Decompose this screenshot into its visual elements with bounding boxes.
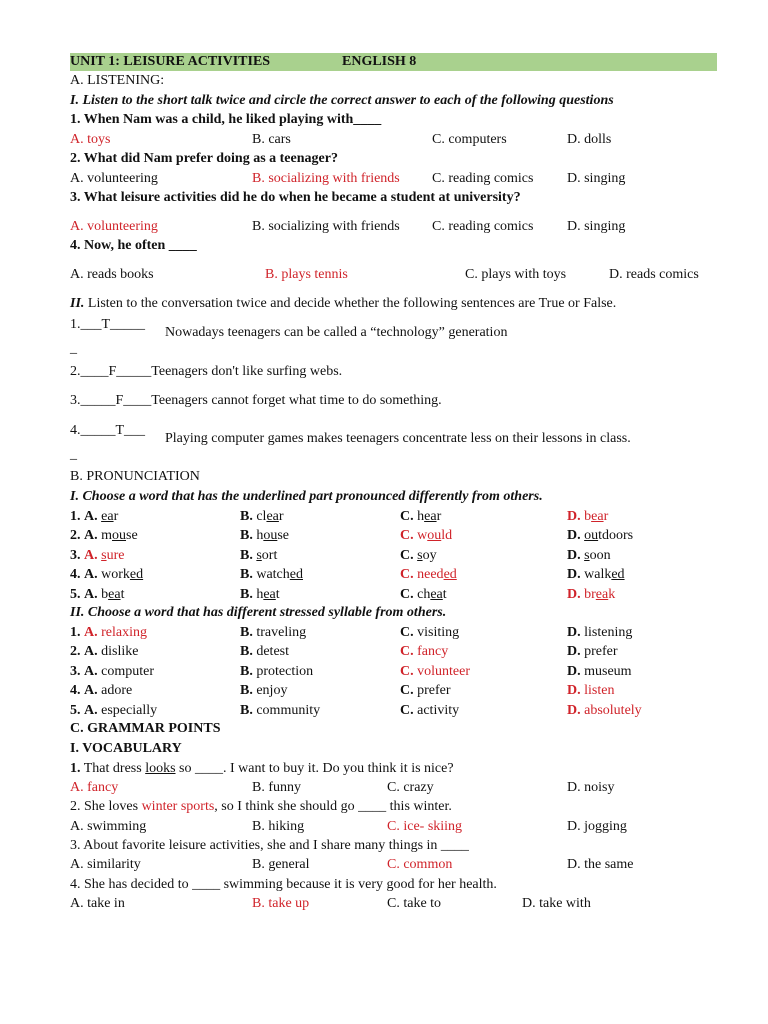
option-b: B. plays tennis [265, 267, 348, 282]
word: sure [101, 548, 125, 563]
word: soon [584, 548, 611, 563]
worksheet-page: UNIT 1: LEISURE ACTIVITIES ENGLISH 8 A. LISTENING: I. Listen to the short talk twice and circle the correct answer to each of the following questions 1. When Nam was a child, he liked playing with____ A. toys B. cars C. computers D. dolls 2. What did Nam prefer doing as a teenager? A. volunteering B. socializing with friends C. reading comics D. singing 3. What leisure activities did he do when he became a student at university? A. volunteering B. socializing with friends C. reading comics D. singing 4. Now, he often ____ A. reads books B. plays tennis C. plays with toys D. reads comics II. Listen to the conversation twice and decide whether the following sentences are True or False. 1.___T_____ Nowadays teenagers can be called a “technology” generation _ 2.____F_____Teenagers don't like surfing webs. 3._____F____Teenagers cannot forget what time to do something. 4._____T___ Playing computer games makes teenagers concentrate less on their lessons in class. _ B. PRONUNCIATION I. Choose a word that has the underlined part pronounced differently from others. 1. A. ear B. clear C. hear D. bear 2. A. mouse B. house C. would D. outdoors 3. A. sure B. sort C. soy D. soon 4. A. worked B. watched C. needed D. walked 5. A. beat B. heat C. cheat D. break II. Choose a word that has different stressed syllable from others. 1. A. relaxing B. traveling C. visiting D. listening 2. A. dislike B. detest C. fancy D. prefer 3. A. computer B. protection C. volunteer D. museum 4. A. adore B. enjoy C. prefer D. listen 5. A. especially B. community C. activity D. absolutely C. GRAMMAR POINTS I. VOCABULARY 1. That dress looks so ____. I want to buy it. Do you think it is nice? A. fancy B. funny C. crazy D. noisy 2. She loves winter sports, so I think she should go ____ this winter. A. swimming B. hiking C. ice- skiing D. jogging 3. About favorite leisure activities, she and I share many things in ____ A. similarity B. general C. common D. the same 4. She has decided to ____ swimming because it is very good for her health. A. take in B. take up C. take to D. take with [0, 0, 768, 1024]
word: sort [256, 548, 278, 563]
option-d: D. noisy [567, 780, 615, 795]
option-d: D. singing [567, 171, 626, 186]
option-c: C. take to [387, 896, 442, 911]
statement-3: 3._____F____Teenagers cannot forget what time to do something. [70, 393, 442, 408]
word: watched [256, 567, 303, 582]
listening-heading: A. LISTENING: [70, 73, 165, 88]
option-a: A. fancy [70, 780, 119, 795]
vocab-question-2: 2. She loves winter sports, so I think she should go ____ this winter. [70, 799, 452, 814]
option-c: C. ice- skiing [387, 819, 463, 834]
word: walked [584, 567, 625, 582]
option-b: B. general [252, 857, 310, 872]
option-d: D. reads comics [609, 267, 699, 282]
question-2: 2. What did Nam prefer doing as a teenager? [70, 151, 338, 166]
pronunciation-part1-heading: I. Choose a word that has the underlined part pronounced differently from others. [70, 489, 543, 504]
word: bear [584, 509, 609, 524]
word: beat [101, 587, 125, 602]
word: worked [101, 567, 144, 582]
option-d: D. jogging [567, 819, 627, 834]
option-a: A. volunteering [70, 171, 158, 186]
statement-1-text: Nowadays teenagers can be called a “technology” generation [165, 325, 508, 340]
option-c: C. common [387, 857, 453, 872]
unit-header-bar [70, 53, 717, 71]
question-4: 4. Now, he often ____ [70, 238, 197, 253]
word: mouse [101, 528, 138, 543]
unit-title: UNIT 1: LEISURE ACTIVITIES [70, 54, 271, 69]
option-c: C. reading comics [432, 171, 534, 186]
pronunciation-heading: B. PRONUNCIATION [70, 469, 200, 484]
word: hear [417, 509, 442, 524]
word: house [256, 528, 290, 543]
pronunciation-part2-heading: II. Choose a word that has different stressed syllable from others. [70, 605, 447, 620]
statement-1-number: 1.___T_____ [70, 317, 146, 332]
option-b: B. socializing with friends [252, 219, 400, 234]
option-b: B. hiking [252, 819, 305, 834]
option-b: B. socializing with friends [252, 171, 400, 186]
option-b: B. take up [252, 896, 310, 911]
word: heat [256, 587, 280, 602]
word: needed [417, 567, 457, 582]
option-d: D. the same [567, 857, 634, 872]
option-a: A. swimming [70, 819, 147, 834]
option-c: C. crazy [387, 780, 434, 795]
option-b: B. funny [252, 780, 301, 795]
vocab-question-1: 1. That dress looks so ____. I want to buy it. Do you think it is nice? [70, 761, 454, 776]
option-d: D. singing [567, 219, 626, 234]
vocab-question-4: 4. She has decided to ____ swimming because it is very good for her health. [70, 877, 497, 892]
vocabulary-heading: I. VOCABULARY [70, 741, 182, 756]
option-b: B. cars [252, 132, 291, 147]
option-a: A. similarity [70, 857, 141, 872]
word: ear [101, 509, 119, 524]
question-1: 1. When Nam was a child, he liked playing with____ [70, 112, 382, 127]
listening-part2-heading: II. Listen to the conversation twice and decide whether the following sentences are True or False. [70, 296, 617, 311]
grammar-heading: C. GRAMMAR POINTS [70, 721, 221, 736]
option-a: A. reads books [70, 267, 154, 282]
word: outdoors [584, 528, 634, 543]
option-a: A. volunteering [70, 219, 158, 234]
option-c: C. computers [432, 132, 507, 147]
option-a: A. take in [70, 896, 125, 911]
option-a: A. toys [70, 132, 111, 147]
option-c: C. reading comics [432, 219, 534, 234]
statement-1-tail: _ [70, 341, 77, 356]
word: clear [256, 509, 284, 524]
word: soy [417, 548, 437, 563]
statement-4-text: Playing computer games makes teenagers concentrate less on their lessons in class. [165, 431, 631, 446]
statement-2: 2.____F_____Teenagers don't like surfing webs. [70, 364, 343, 379]
option-d: D. dolls [567, 132, 612, 147]
statement-4-number: 4._____T___ [70, 423, 146, 438]
listening-part1-heading: I. Listen to the short talk twice and circle the correct answer to each of the following questions [70, 93, 614, 108]
question-3: 3. What leisure activities did he do when he became a student at university? [70, 190, 521, 205]
word: would [417, 528, 453, 543]
vocab-question-3: 3. About favorite leisure activities, she and I share many things in ____ [70, 838, 469, 853]
option-c: C. plays with toys [465, 267, 567, 282]
option-d: D. take with [522, 896, 591, 911]
word: cheat [417, 587, 447, 602]
statement-4-tail: _ [70, 447, 77, 462]
word: break [584, 587, 616, 602]
subject-title: ENGLISH 8 [342, 54, 417, 69]
